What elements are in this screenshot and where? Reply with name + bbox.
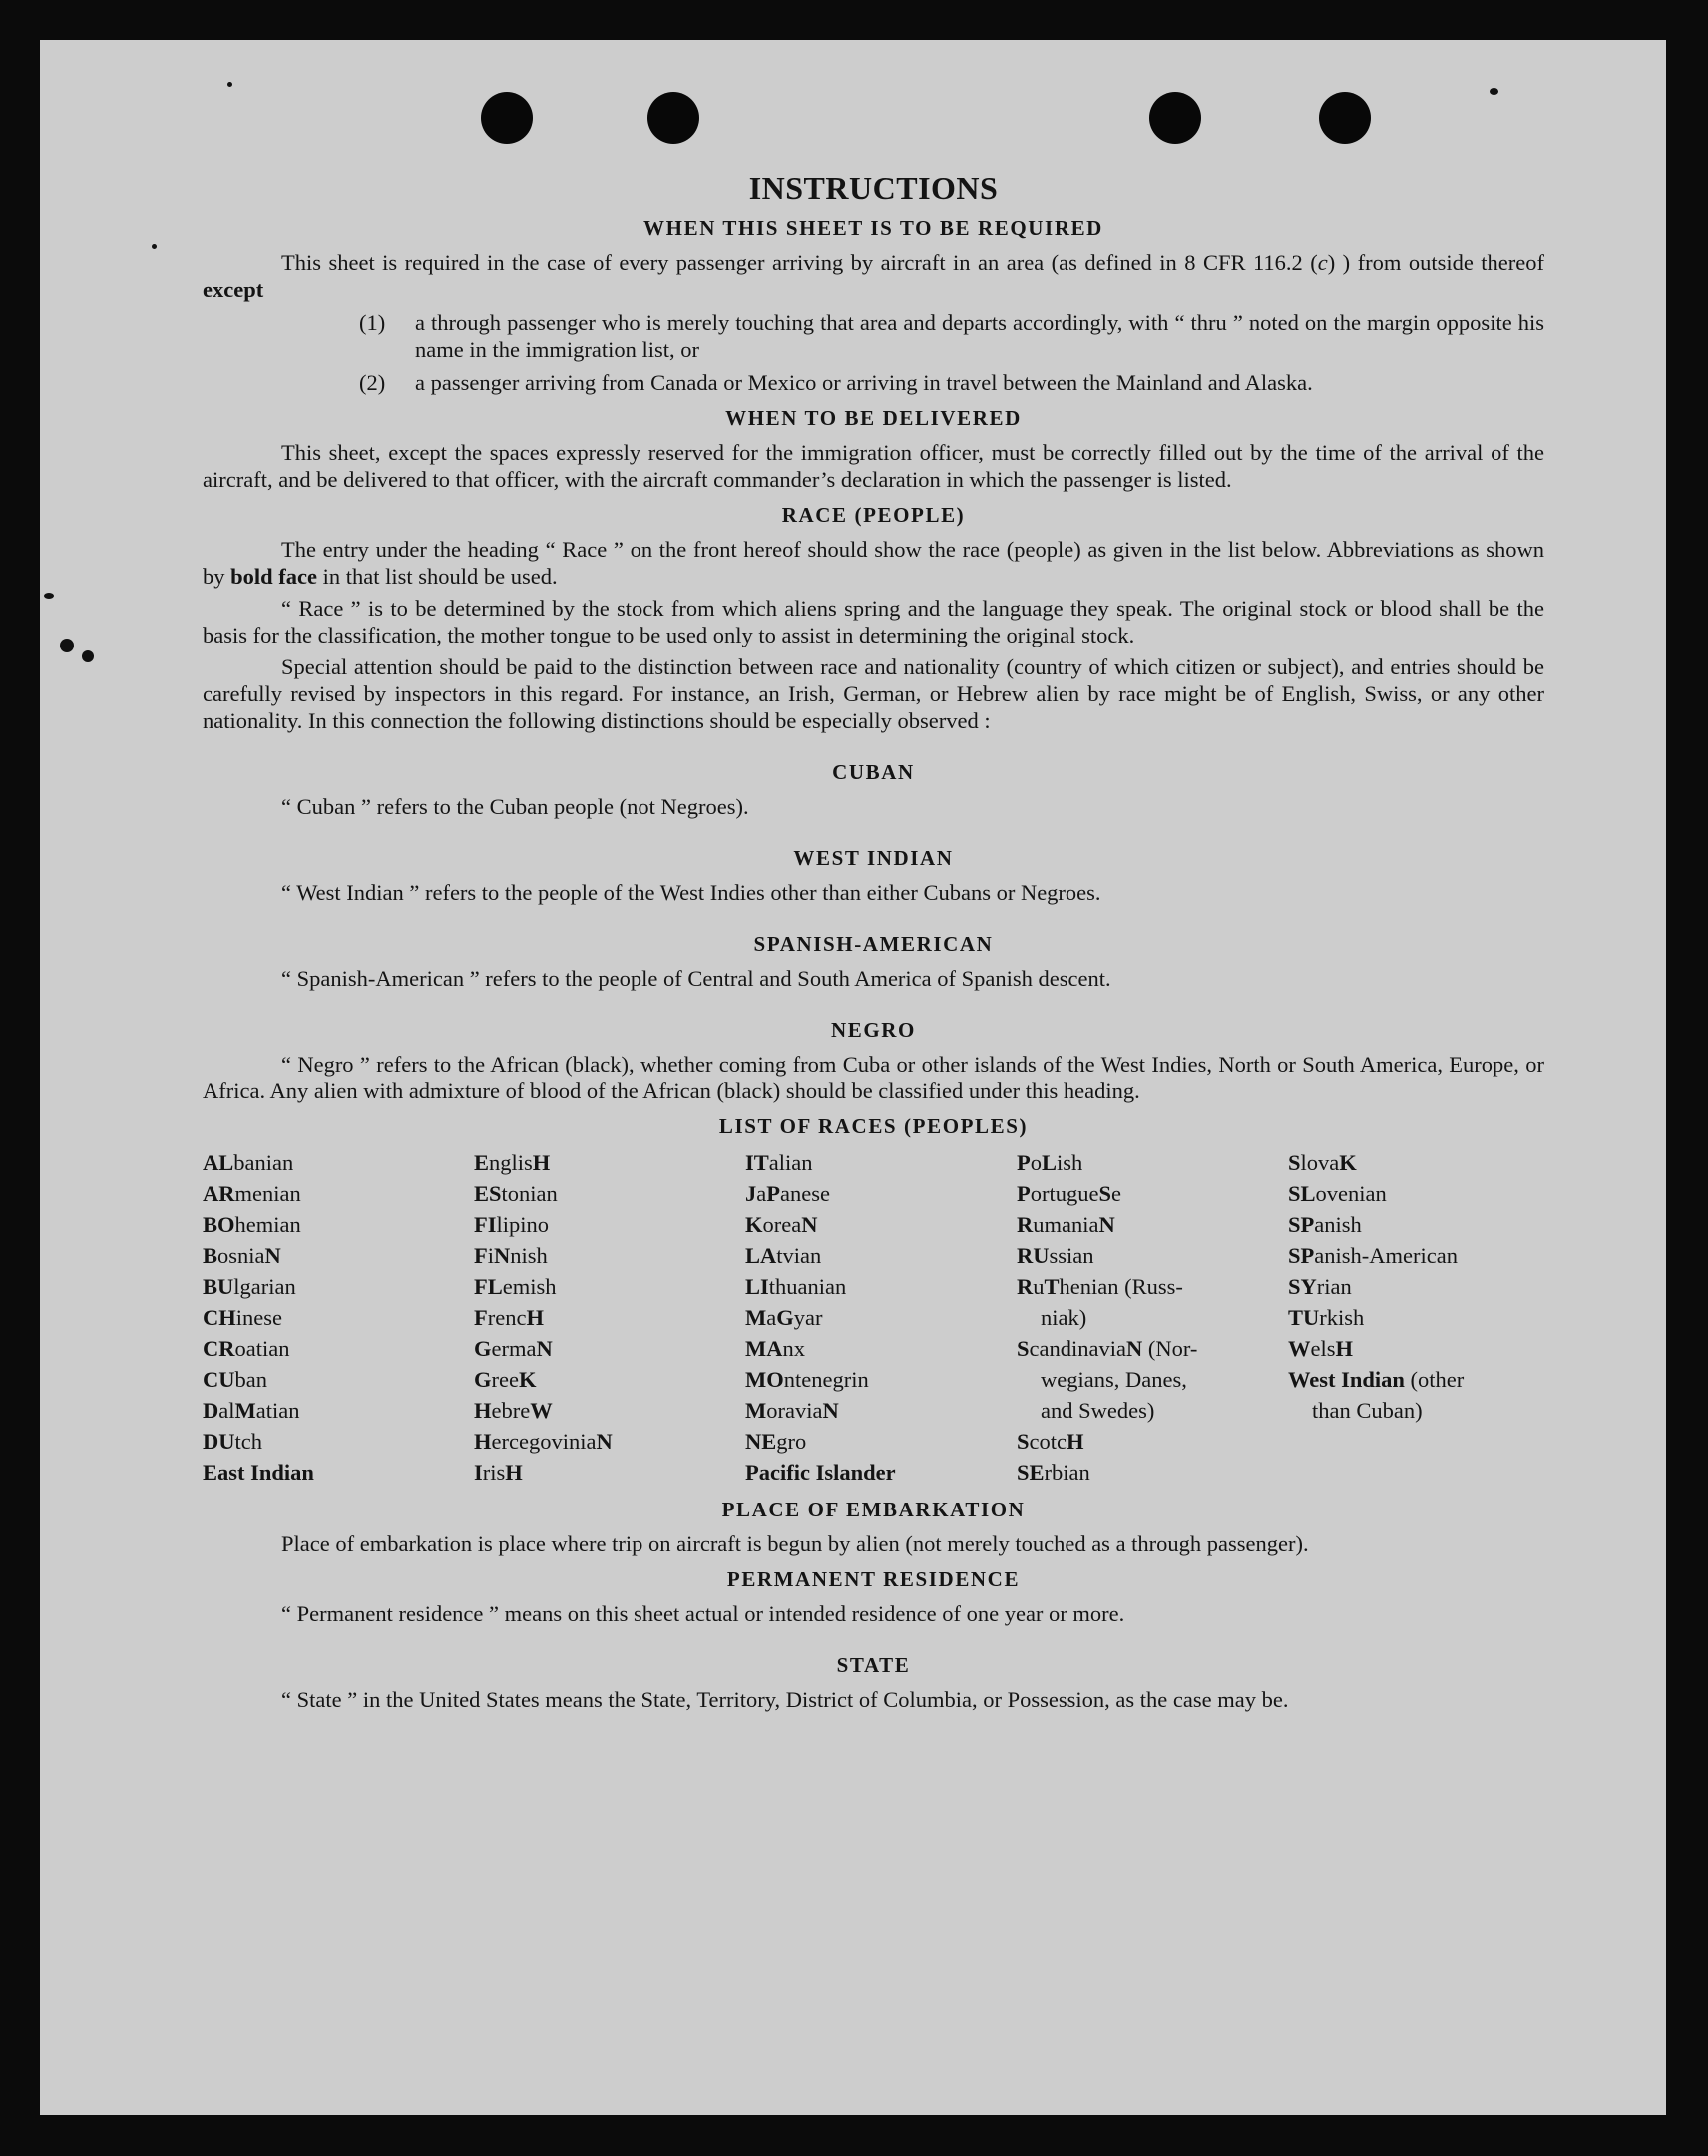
race-entry xyxy=(1017,1209,1288,1240)
race-abbrev-part: R xyxy=(1017,1274,1034,1299)
race-abbrev-part: G xyxy=(474,1367,492,1392)
race-name-part: emish xyxy=(502,1274,557,1299)
race-name-part: ree xyxy=(491,1367,519,1392)
punch-hole xyxy=(1149,92,1201,144)
race-abbrev-part: West Indian xyxy=(1288,1367,1405,1392)
race-name-part: hemian xyxy=(234,1212,301,1237)
race-abbrev-part: BO xyxy=(203,1212,235,1237)
text-run: The entry under the heading “ Race ” on the front hereof should show the race (people) as given in the list below. Abbreviations as shown by xyxy=(203,537,1544,589)
race-entry xyxy=(1288,1364,1544,1395)
race-abbrev-part: S xyxy=(1017,1336,1030,1361)
race-name-part: i xyxy=(487,1243,495,1268)
race-abbrev-part: LA xyxy=(745,1243,777,1268)
race-abbrev-part: F xyxy=(474,1243,488,1268)
heading-list-of-races: LIST OF RACES (PEOPLES) xyxy=(718,1114,1029,1138)
race-name-part: oatian xyxy=(234,1336,290,1361)
heading-when-required: WHEN THIS SHEET IS TO BE REQUIRED xyxy=(643,216,1103,240)
race-entry xyxy=(1017,1426,1288,1457)
paragraph-cuban: “ Cuban ” refers to the Cuban people (not Negroes). xyxy=(281,794,749,819)
race-name-part: lipino xyxy=(496,1212,550,1237)
text-run: This sheet is required in the case of every passenger arriving by aircraft in an area (as defined in 8 CFR 116.2 ( xyxy=(281,250,1318,275)
race-entry xyxy=(203,1395,474,1426)
race-abbrev-part: SP xyxy=(1288,1243,1315,1268)
race-entry xyxy=(474,1302,745,1333)
race-abbrev-part: I xyxy=(474,1460,483,1485)
paragraph-embarkation: Place of embarkation is place where trip on aircraft is begun by alien (not merely touched as a through passenger). xyxy=(281,1531,1309,1556)
race-name-part: tvian xyxy=(776,1243,822,1268)
race-entry xyxy=(1017,1333,1288,1364)
race-entry xyxy=(203,1302,474,1333)
race-name-part: erma xyxy=(491,1336,537,1361)
race-name-part: banian xyxy=(233,1150,294,1175)
exception-item xyxy=(359,309,1544,363)
race-abbrev-part: S xyxy=(1288,1150,1301,1175)
race-name-part: renc xyxy=(487,1305,527,1330)
race-entry xyxy=(203,1426,474,1457)
race-abbrev-part: M xyxy=(745,1305,767,1330)
race-name-part: els xyxy=(1310,1336,1336,1361)
race-entry xyxy=(745,1209,1017,1240)
races-column xyxy=(1288,1147,1544,1488)
race-name-part: ortugue xyxy=(1030,1181,1099,1206)
race-name-part: osnia xyxy=(217,1243,265,1268)
paragraph-when-delivered: This sheet, except the spaces expressly reserved for the immigration officer, must be correctly filled out by the time of the arrival of the aircraft, and be delivered to that officer, with the aircraft commander’s declaration in which the passenger is listed. xyxy=(203,440,1544,492)
race-name-part: orea xyxy=(762,1212,802,1237)
heading-embarkation: PLACE OF EMBARKATION xyxy=(721,1498,1026,1521)
race-name-part: ercegovinia xyxy=(491,1429,597,1454)
race-abbrev-part: E xyxy=(474,1150,490,1175)
race-abbrev-part: K xyxy=(518,1367,537,1392)
race-name-part: (other xyxy=(1404,1367,1465,1392)
race-entry: wegians, Danes, xyxy=(1041,1367,1187,1392)
race-name-part: anese xyxy=(780,1181,830,1206)
race-abbrev-part: B xyxy=(203,1243,218,1268)
race-entry xyxy=(745,1302,1017,1333)
race-abbrev-part: N xyxy=(596,1429,613,1454)
paragraph-west-indian: “ West Indian ” refers to the people of the West Indies other than either Cubans or Negroes. xyxy=(281,880,1101,905)
race-entry xyxy=(203,1364,474,1395)
race-entry xyxy=(203,1240,474,1271)
race-name-part: ris xyxy=(482,1460,506,1485)
race-abbrev-part: H xyxy=(526,1305,544,1330)
race-abbrev-part: AL xyxy=(203,1150,234,1175)
race-abbrev-part: W xyxy=(530,1398,553,1423)
race-entry xyxy=(474,1333,745,1364)
race-abbrev-part: BU xyxy=(203,1274,234,1299)
race-name-part: o xyxy=(1030,1150,1042,1175)
race-entry xyxy=(745,1395,1017,1426)
race-entry xyxy=(1017,1147,1288,1178)
race-abbrev-part: N xyxy=(264,1243,281,1268)
race-abbrev-part: G xyxy=(474,1336,492,1361)
race-name-part: atian xyxy=(255,1398,300,1423)
race-abbrev-part: R xyxy=(1017,1212,1034,1237)
race-abbrev-part: Pacific Islander xyxy=(745,1460,896,1485)
heading-west-indian: WEST INDIAN xyxy=(793,846,954,870)
heading-race: RACE (PEOPLE) xyxy=(781,503,966,527)
race-name-part: gro xyxy=(776,1429,807,1454)
race-abbrev-part: AR xyxy=(203,1181,235,1206)
race-entry xyxy=(1017,1178,1288,1209)
race-name-part: (Nor- xyxy=(1142,1336,1198,1361)
race-name-part: e xyxy=(1111,1181,1121,1206)
race-abbrev-part: SY xyxy=(1288,1274,1317,1299)
scan-speck xyxy=(1490,88,1498,95)
race-abbrev-part: ES xyxy=(474,1181,502,1206)
text-run: ) ) from outside thereof xyxy=(1327,250,1544,275)
race-abbrev-part: FI xyxy=(474,1212,497,1237)
races-column xyxy=(745,1147,1017,1488)
race-entry xyxy=(1017,1240,1288,1271)
race-abbrev-part: N xyxy=(536,1336,553,1361)
race-entry xyxy=(474,1271,745,1302)
race-abbrev-part: H xyxy=(474,1429,492,1454)
race-name-part: anish xyxy=(1314,1212,1362,1237)
race-entry xyxy=(1288,1333,1544,1364)
race-name-part: thuanian xyxy=(768,1274,847,1299)
race-entry xyxy=(1017,1271,1288,1302)
race-entry xyxy=(1288,1302,1544,1333)
race-abbrev-part: IT xyxy=(745,1150,769,1175)
race-abbrev-part: D xyxy=(203,1398,219,1423)
race-entry xyxy=(1288,1271,1544,1302)
race-entry xyxy=(203,1178,474,1209)
race-entry xyxy=(474,1147,745,1178)
race-entry: and Swedes) xyxy=(1041,1398,1155,1423)
race-abbrev-part: J xyxy=(745,1181,757,1206)
race-name-part: lgarian xyxy=(233,1274,296,1299)
paragraph-race-2: “ Race ” is to be determined by the stock from which aliens spring and the language they speak. The original stock or blood shall be the basis for the classification, the mother tongue to be used only to assist in determining the original stock. xyxy=(203,596,1544,647)
race-entry xyxy=(745,1178,1017,1209)
race-entry xyxy=(745,1426,1017,1457)
race-entry xyxy=(745,1333,1017,1364)
race-abbrev-part: M xyxy=(745,1398,767,1423)
race-name-part: nglis xyxy=(489,1150,533,1175)
race-name-part: ovenian xyxy=(1315,1181,1387,1206)
races-column xyxy=(203,1147,474,1488)
race-abbrev-part: K xyxy=(1339,1150,1357,1175)
race-name-part: inese xyxy=(235,1305,282,1330)
race-abbrev-part: S xyxy=(1017,1429,1030,1454)
race-abbrev-part: MA xyxy=(745,1336,783,1361)
race-abbrev-part: N xyxy=(1125,1336,1143,1361)
race-name-part: ssian xyxy=(1049,1243,1094,1268)
race-abbrev-part: MO xyxy=(745,1367,784,1392)
race-entry xyxy=(745,1271,1017,1302)
race-abbrev-part: M xyxy=(234,1398,256,1423)
heading-residence: PERMANENT RESIDENCE xyxy=(726,1567,1021,1591)
race-abbrev-part: N xyxy=(1098,1212,1115,1237)
heading-state: STATE xyxy=(836,1653,911,1677)
races-column xyxy=(474,1147,745,1488)
scan-speck xyxy=(44,593,54,599)
item-number: (2) xyxy=(359,370,386,395)
race-entry xyxy=(745,1147,1017,1178)
race-abbrev-part: P xyxy=(1017,1181,1031,1206)
scan-speck xyxy=(60,639,74,652)
punch-hole xyxy=(647,92,699,144)
race-name-part: ban xyxy=(234,1367,267,1392)
race-name-part: rkish xyxy=(1319,1305,1365,1330)
text-run-bold: bold face xyxy=(230,564,317,589)
race-entry xyxy=(203,1147,474,1178)
text-run-bold: except xyxy=(203,277,264,302)
document-page xyxy=(40,40,1666,2115)
race-name-part: cotc xyxy=(1029,1429,1067,1454)
race-name-part: henian (Russ- xyxy=(1059,1274,1183,1299)
race-abbrev-part: CR xyxy=(203,1336,235,1361)
race-abbrev-part: W xyxy=(1288,1336,1311,1361)
race-abbrev-part: East Indian xyxy=(203,1460,314,1485)
race-abbrev-part: P xyxy=(766,1181,780,1206)
race-abbrev-part: H xyxy=(505,1460,523,1485)
race-entry xyxy=(1288,1240,1544,1271)
race-entry xyxy=(745,1457,1017,1488)
race-name-part: ish xyxy=(1057,1150,1083,1175)
race-name-part: a xyxy=(756,1181,767,1206)
item-text: a through passenger who is merely touching that area and departs accordingly, with “ thru ” noted on the margin opposite his name in the immigration list, or xyxy=(415,310,1544,362)
race-abbrev-part: LI xyxy=(745,1274,769,1299)
race-abbrev-part: H xyxy=(1067,1429,1084,1454)
instructions-content xyxy=(203,170,1544,1718)
race-abbrev-part: CH xyxy=(203,1305,236,1330)
race-abbrev-part: CU xyxy=(203,1367,235,1392)
race-abbrev-part: RU xyxy=(1017,1243,1050,1268)
race-entry xyxy=(474,1178,745,1209)
race-name-part: nish xyxy=(510,1243,548,1268)
race-entry xyxy=(474,1457,745,1488)
race-abbrev-part: K xyxy=(745,1212,763,1237)
scan-speck xyxy=(82,650,94,662)
item-text: a passenger arriving from Canada or Mexico or arriving in travel between the Mainland and Alaska. xyxy=(415,370,1313,395)
race-abbrev-part: H xyxy=(532,1150,551,1175)
races-list xyxy=(203,1147,1544,1488)
race-name-part: lova xyxy=(1300,1150,1340,1175)
race-abbrev-part: SL xyxy=(1288,1181,1316,1206)
race-name-part: umania xyxy=(1033,1212,1099,1237)
race-name-part: rbian xyxy=(1044,1460,1090,1485)
race-abbrev-part: L xyxy=(1042,1150,1058,1175)
race-abbrev-part: NE xyxy=(745,1429,777,1454)
paragraph-race-3: Special attention should be paid to the distinction between race and nationality (country of which citizen or subject), and entries should be carefully revised by inspectors in this regard. For instance, an Irish, German, or Hebrew alien by race might be of English, Swiss, or any other nationality. In this connection the following distinctions should be especially observed : xyxy=(203,654,1544,733)
paragraph-state: “ State ” in the United States means the State, Territory, District of Columbia, or Possession, as the case may be. xyxy=(281,1687,1289,1712)
heading-negro: NEGRO xyxy=(830,1018,916,1042)
race-entry xyxy=(203,1271,474,1302)
race-abbrev-part: N xyxy=(801,1212,818,1237)
race-name-part: nx xyxy=(782,1336,805,1361)
race-entry xyxy=(203,1209,474,1240)
race-entry xyxy=(745,1364,1017,1395)
race-abbrev-part: DU xyxy=(203,1429,235,1454)
race-name-part: rian xyxy=(1316,1274,1352,1299)
race-abbrev-part: N xyxy=(822,1398,839,1423)
paragraph-when-required xyxy=(203,249,1544,303)
punch-hole xyxy=(481,92,533,144)
race-name-part: ebre xyxy=(491,1398,531,1423)
race-name-part: candinavia xyxy=(1029,1336,1126,1361)
race-entry xyxy=(1017,1457,1288,1488)
race-name-part: ntenegrin xyxy=(783,1367,869,1392)
race-name-part: anish-American xyxy=(1314,1243,1458,1268)
paragraph-race-1 xyxy=(203,536,1544,590)
exception-item xyxy=(359,369,1544,396)
race-entry xyxy=(1288,1147,1544,1178)
race-abbrev-part: SP xyxy=(1288,1212,1315,1237)
text-run-italic: c xyxy=(1317,250,1328,275)
item-number: (1) xyxy=(359,310,386,335)
race-entry xyxy=(1288,1178,1544,1209)
race-name-part: menian xyxy=(234,1181,301,1206)
race-entry xyxy=(474,1426,745,1457)
paragraph-residence: “ Permanent residence ” means on this sheet actual or intended residence of one year or more. xyxy=(281,1601,1125,1626)
race-name-part: yar xyxy=(793,1305,823,1330)
race-name-part: alian xyxy=(768,1150,813,1175)
race-entry: niak) xyxy=(1041,1305,1087,1330)
race-name-part: u xyxy=(1033,1274,1045,1299)
race-entry xyxy=(474,1209,745,1240)
race-name-part: tch xyxy=(234,1429,262,1454)
race-abbrev-part: P xyxy=(1017,1150,1031,1175)
race-abbrev-part: H xyxy=(474,1398,492,1423)
heading-cuban: CUBAN xyxy=(832,760,915,784)
scan-speck xyxy=(227,82,232,87)
race-entry xyxy=(203,1457,474,1488)
race-abbrev-part: T xyxy=(1044,1274,1060,1299)
race-entry xyxy=(474,1240,745,1271)
race-abbrev-part: G xyxy=(776,1305,794,1330)
scan-speck xyxy=(152,244,157,249)
race-name-part: tonian xyxy=(501,1181,558,1206)
text-run: in that list should be used. xyxy=(317,564,558,589)
race-name-part: oravia xyxy=(766,1398,823,1423)
race-abbrev-part: N xyxy=(494,1243,511,1268)
race-abbrev-part: S xyxy=(1098,1181,1111,1206)
race-entry xyxy=(203,1333,474,1364)
race-entry xyxy=(474,1364,745,1395)
paragraph-spanish-american: “ Spanish-American ” refers to the people of Central and South America of Spanish descent. xyxy=(281,966,1111,991)
races-column xyxy=(1017,1147,1288,1488)
race-entry xyxy=(745,1240,1017,1271)
race-abbrev-part: F xyxy=(474,1305,488,1330)
race-entry xyxy=(1288,1209,1544,1240)
heading-when-delivered: WHEN TO BE DELIVERED xyxy=(725,406,1022,430)
race-name-part: al xyxy=(218,1398,235,1423)
race-entry: than Cuban) xyxy=(1312,1398,1423,1423)
paragraph-negro: “ Negro ” refers to the African (black), whether coming from Cuba or other islands of the West Indies, North or South America, Europe, or Africa. Any alien with admixture of blood of the African (black) should be classified under this heading. xyxy=(203,1052,1544,1103)
race-abbrev-part: TU xyxy=(1288,1305,1320,1330)
race-entry xyxy=(474,1395,745,1426)
race-abbrev-part: FL xyxy=(474,1274,503,1299)
race-abbrev-part: SE xyxy=(1017,1460,1045,1485)
heading-spanish-american: SPANISH-AMERICAN xyxy=(753,932,994,956)
punch-hole xyxy=(1319,92,1371,144)
race-name-part: a xyxy=(766,1305,777,1330)
race-abbrev-part: H xyxy=(1335,1336,1354,1361)
page-title: INSTRUCTIONS xyxy=(748,170,999,206)
